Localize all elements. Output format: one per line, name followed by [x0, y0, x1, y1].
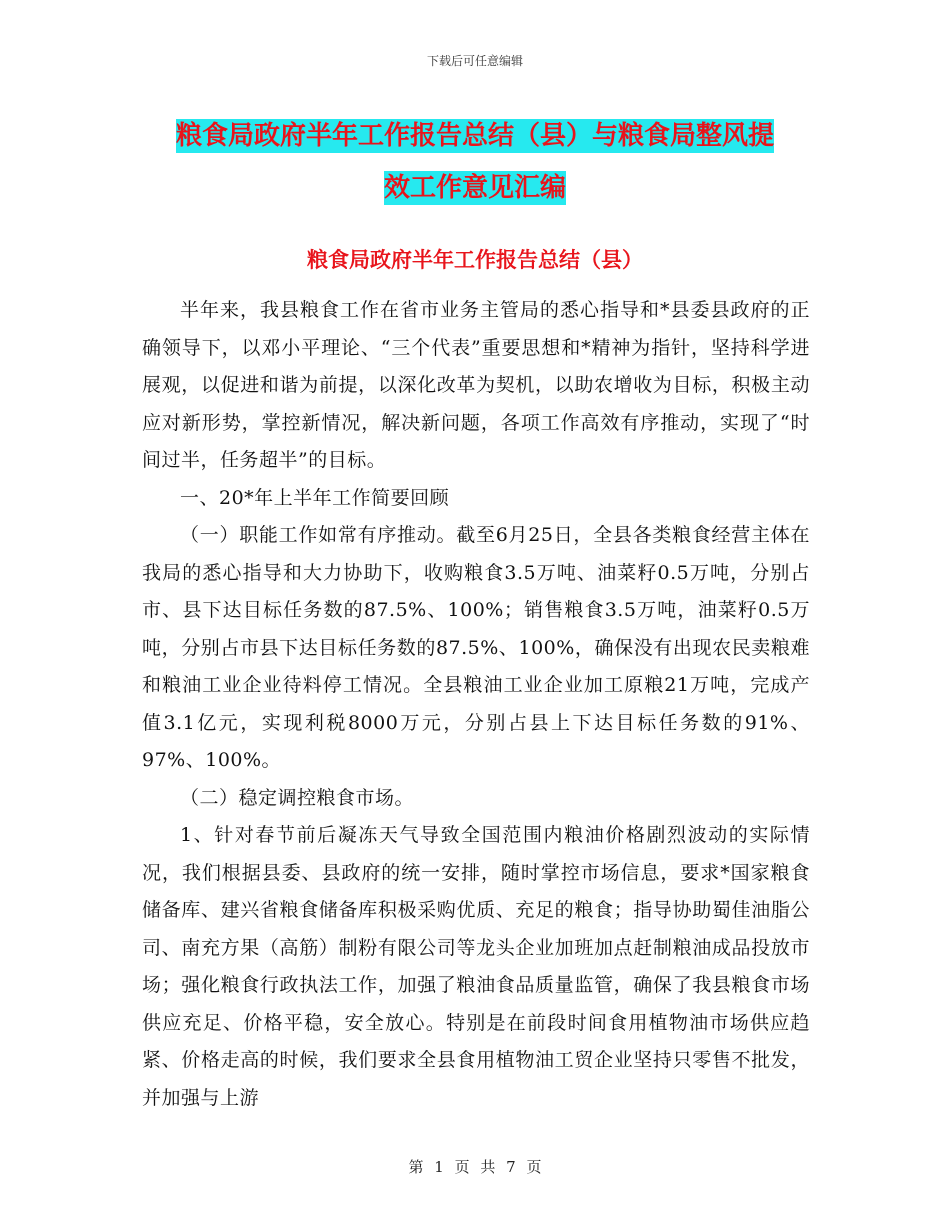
document-title-line-1: 粮食局政府半年工作报告总结（县）与粮食局整风提: [175, 121, 774, 151]
page-header-note: 下载后可任意编辑: [426, 54, 523, 68]
section-title: 粮食局政府半年工作报告总结（县）: [307, 247, 643, 272]
heading-review: 一、20*年上半年工作简要回顾: [180, 486, 450, 509]
document-title: [0, 110, 950, 214]
page-footer-number: 第 1 页 共 7 页: [408, 1158, 542, 1176]
paragraph-functional-work: （一）职能工作如常有序推动。截至6月25日，全县各类粮食经营主体在我局的悉心指导和大力协助下，收购粮食3.5万吨、油菜籽0.5万吨，分别占市、县下达目标任务数的87.5%、100%；销售粮食3.5万吨，油菜籽0.5万吨，分别占市县下达目标任务数的87.5%、100%，确保没有出现农民卖粮难和粮油工业企业待料停工情况。全县粮油工业企业加工原粮21万吨，完成产值3.1亿元，实现利税8000万元，分别占县上下达目标任务数的91%、97%、100%。: [142, 524, 810, 771]
paragraph-market-measures: 1、针对春节前后凝冻天气导致全国范围内粮油价格剧烈波动的实际情况，我们根据县委、县政府的统一安排，随时掌控市场信息，要求*国家粮食储备库、建兴省粮食储备库积极采购优质、充足的粮食；指导协助蜀佳油脂公司、南充方果（高筋）制粉有限公司等龙头企业加班加点赶制粮油成品投放市场；强化粮食行政执法工作，加强了粮油食品质量监管，确保了我县粮食市场供应充足、价格平稳，安全放心。特别是在前段时间食用植物油市场供应趋紧、价格走高的时候，我们要求全县食用植物油工贸企业坚持只零售不批发，并加强与上游: [142, 824, 810, 1109]
heading-market-control: （二）稳定调控粮食市场。: [180, 786, 415, 809]
document-title-line-2: 效工作意见汇编: [383, 173, 566, 203]
paragraph-intro: 半年来，我县粮食工作在省市业务主管局的悉心指导和*县委县政府的正确领导下，以邓小平理论、“三个代表”重要思想和*精神为指针，坚持科学进展观，以促进和谐为前提，以深化改革为契机，以助农增收为目标，积极主动应对新形势，掌控新情况，解决新问题，各项工作高效有序推动，实现了“时间过半，任务超半”的目标。: [142, 299, 810, 471]
body-text: [142, 292, 810, 1117]
